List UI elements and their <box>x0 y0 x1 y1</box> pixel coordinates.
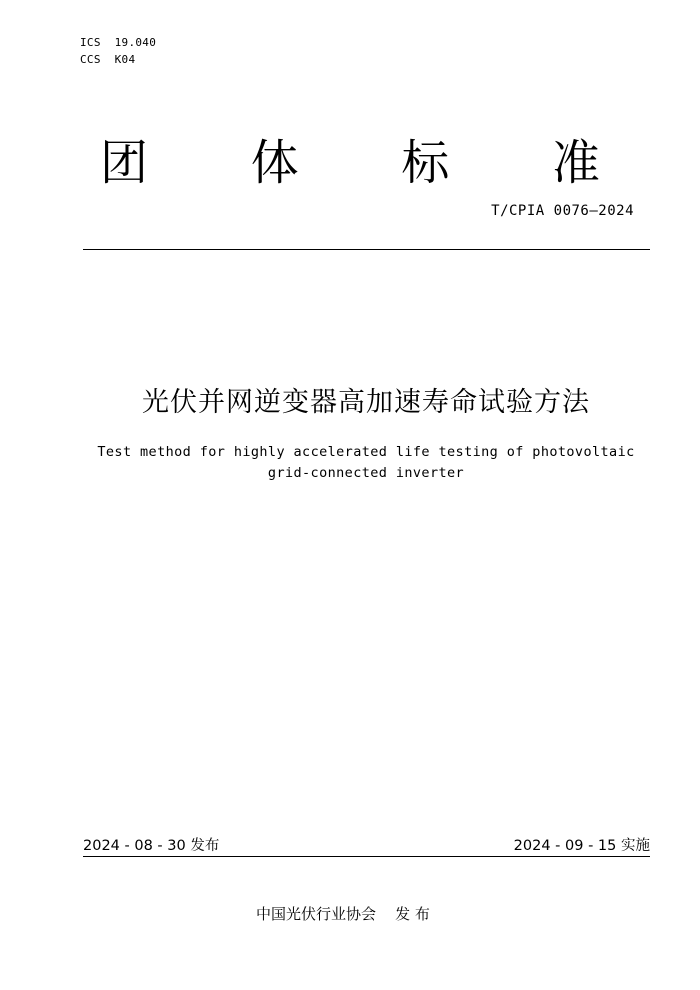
ics-code: ICS 19.040 <box>80 36 157 49</box>
top-divider <box>83 249 650 250</box>
document-type-title <box>100 128 600 198</box>
bottom-divider <box>83 856 650 857</box>
ccs-code: CCS K04 <box>80 53 136 66</box>
title-chinese: 光伏并网逆变器高加速寿命试验方法 <box>142 387 590 418</box>
title-english-line-2: grid-connected inverter <box>267 465 465 481</box>
title-english-line-1: Test method for highly accelerated life testing of photovoltaic <box>97 444 635 460</box>
title-english <box>90 442 642 484</box>
doc-type-char: 标 <box>401 135 450 191</box>
classification-codes <box>80 34 156 68</box>
publish-date: 2024 - 08 - 30 发布 <box>83 838 220 854</box>
publisher: 中国光伏行业协会 发 布 <box>256 905 430 923</box>
standard-number: T/CPIA 0076—2024 <box>491 203 634 219</box>
doc-type-char: 团 <box>100 135 149 191</box>
doc-type-char: 准 <box>551 135 600 191</box>
doc-type-char: 体 <box>250 135 299 191</box>
implementation-date: 2024 - 09 - 15 实施 <box>513 838 650 854</box>
